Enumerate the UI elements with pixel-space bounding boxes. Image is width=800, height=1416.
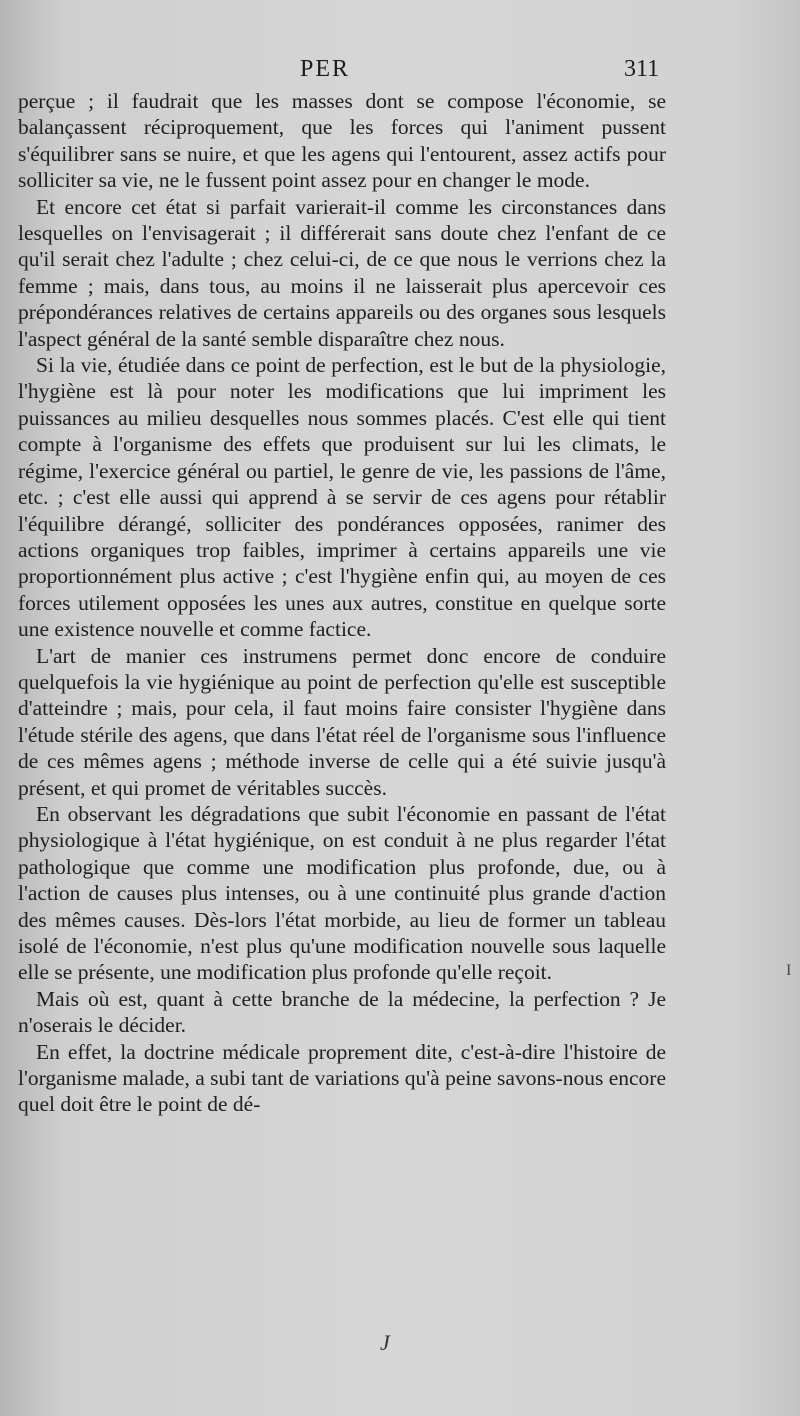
page-number: 311	[624, 56, 660, 82]
paragraph-1: perçue ; il faudrait que les masses dont se compose l'économie, se balançassent réciproquement, que les forces qui l'animent pussent s'équilibrer sans se nuire, et que les agens qui l'entourent, assez actifs pour solliciter sa vie, ne le fussent point assez pour en changer le mode.	[18, 89, 666, 193]
paragraph-5: En observant les dégradations que subit l'économie en passant de l'état physiologique à l'état hygiénique, on est conduit à ne plus regarder l'état pathologique que comme une modification plus profonde, due, ou à l'action de causes plus intenses, ou à une continuité plus grande d'action des mêmes causes. Dès-lors l'état morbide, au lieu de former un tableau isolé de l'économie, n'est plus qu'une modification nouvelle sous laquelle elle se présente, une modification plus profonde qu'elle reçoit.	[18, 801, 666, 985]
running-head: PER	[300, 56, 351, 82]
margin-mark: I	[786, 962, 792, 979]
paragraph-2: Et encore cet état si parfait varierait-il comme les circonstances dans lesquelles on l'envisagerait ; il différerait sans doute chez l'enfant de ce qu'il serait chez l'adulte ; chez celui-ci, de ce que nous le verrions chez la femme ; mais, dans tous, au moins il ne laisserait plus apercevoir ces prépondérances relatives de certains appareils ou des organes sous lesquels l'aspect général de la santé semble disparaître chez nous.	[18, 194, 666, 351]
paragraph-3: Si la vie, étudiée dans ce point de perfection, est le but de la physiologie, l'hygiène est là pour noter les modifications que lui impriment les puissances au milieu desquelles nous sommes placés. C'est elle qui tient compte à l'organisme des effets que produisent sur lui les climats, le régime, l'exercice général ou partiel, le genre de vie, les passions de l'âme, etc. ; c'est elle aussi qui apprend à se servir de ces agens pour rétablir l'équilibre dérangé, solliciter des pondérances opposées, ranimer des actions organiques trop faibles, imprimer à certains appareils une vie proportionnément plus active ; c'est l'hygiène enfin qui, au moyen de ces forces utilement opposées les unes aux autres, constitue en quelque sorte une existence nouvelle et comme factice.	[18, 353, 666, 642]
paragraph-4: L'art de manier ces instrumens permet donc encore de conduire quelquefois la vie hygiénique au point de perfection qu'elle est susceptible d'atteindre ; mais, pour cela, il faut moins faire consister l'hygiène dans l'étude stérile des agens, que dans l'état réel de l'organisme sous l'influence de ces mêmes agens ; méthode inverse de celle qui a été suivie jusqu'à présent, et qui promet de véritables succès.	[18, 643, 666, 800]
page-header	[0, 56, 800, 86]
signature-mark: J	[380, 1330, 390, 1355]
body-text	[18, 88, 666, 1118]
paragraph-6: Mais où est, quant à cette branche de la médecine, la perfection ? Je n'oserais le décider.	[18, 986, 666, 1038]
paragraph-7: En effet, la doctrine médicale proprement dite, c'est-à-dire l'histoire de l'organisme malade, a subi tant de variations qu'à peine savons-nous encore quel doit être le point de dé-	[18, 1039, 666, 1117]
